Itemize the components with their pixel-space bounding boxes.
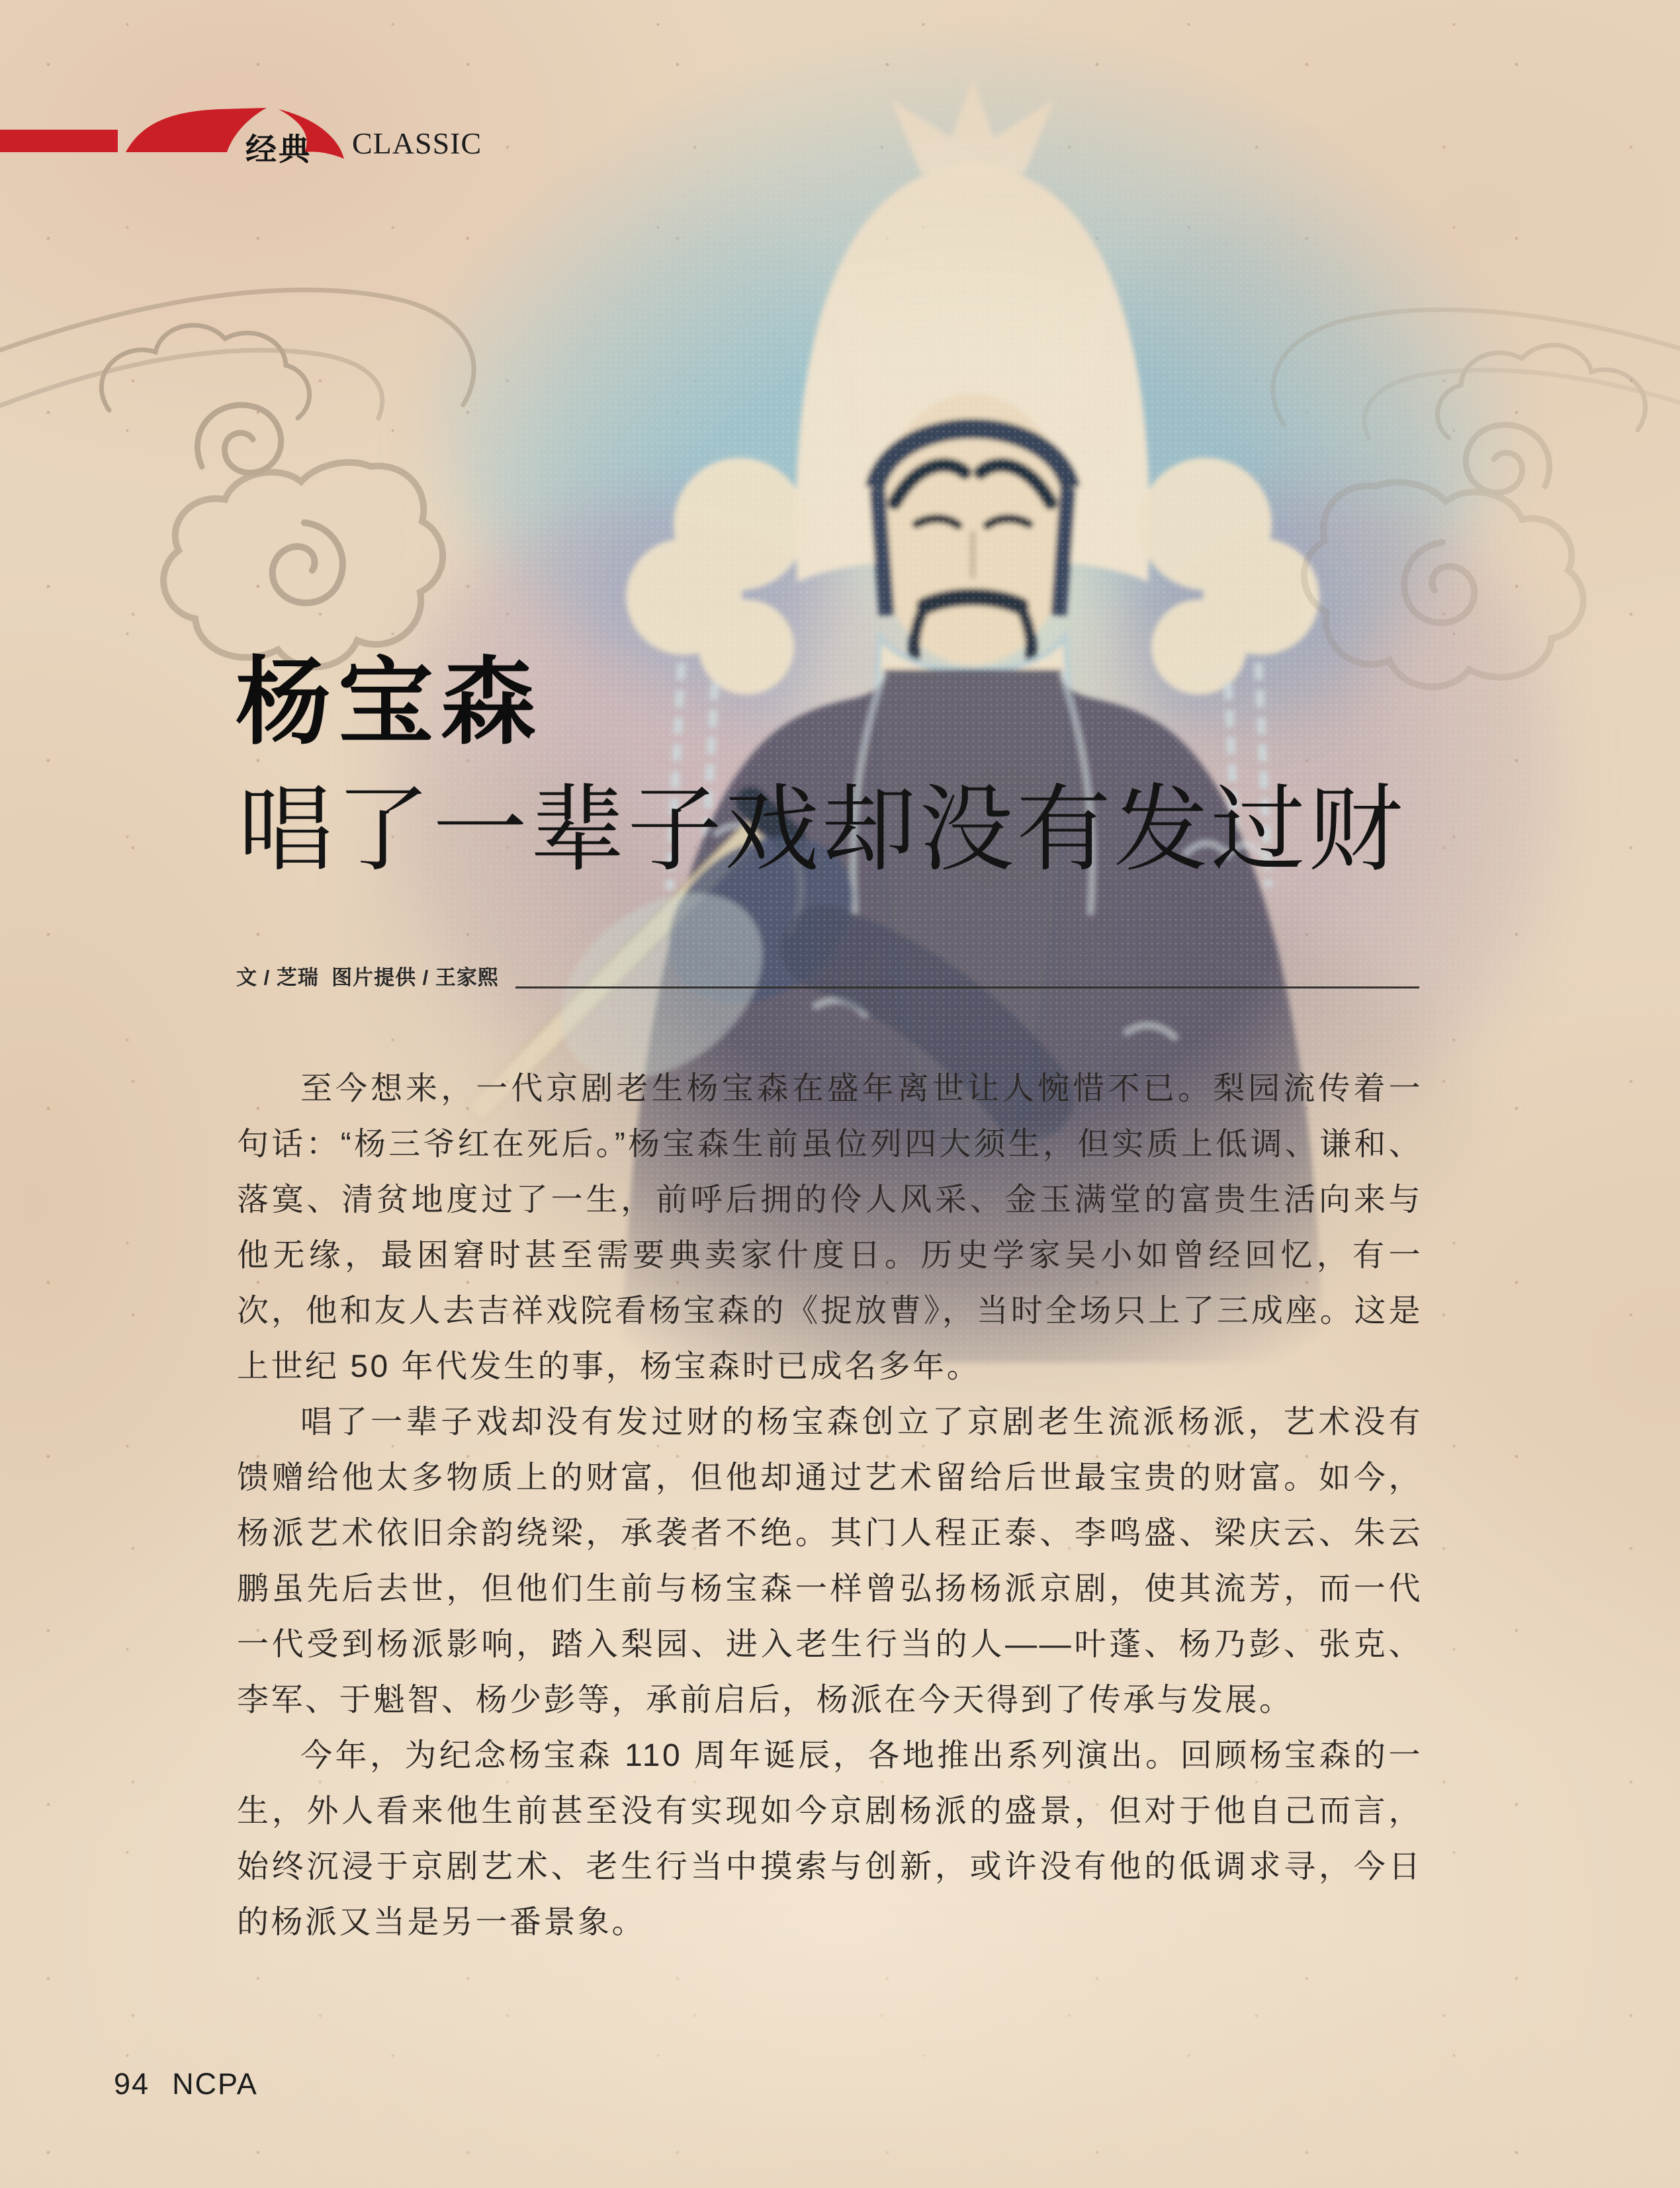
page-footer (114, 2067, 258, 2101)
byline-rule (515, 986, 1419, 988)
banner-ribbon (0, 130, 118, 152)
section-tag-en: CLASSIC (352, 126, 482, 160)
paragraph: 唱了一辈子戏却没有发过财的杨宝森创立了京剧老生流派杨派，艺术没有馈赠给他太多物质上的财富，但他却通过艺术留给后世最宝贵的财富。如今，杨派艺术依旧余韵绕梁，承袭者不绝。其门人程正泰、李鸣盛、梁庆云、朱云鹏虽先后去世，但他们生前与杨宝森一样曾弘扬杨派京剧，使其流芳，而一代一代受到杨派影响，踏入梨园、进入老生行当的人——叶蓬、杨乃彭、张克、李军、于魁智、杨少彭等，承前启后，杨派在今天得到了传承与发展。 (237, 1405, 1423, 1718)
left-cloud-motif (0, 290, 474, 667)
paragraph: 至今想来，一代京剧老生杨宝森在盛年离世让人惋惜不已。梨园流传着一句话：“杨三爷红在死后。”杨宝森生前虽位列四大须生，但实质上低调、谦和、落寞、清贫地度过了一生，前呼后拥的伶人风采、金玉满堂的富贵生活向来与他无缘，最困窘时甚至需要典卖家什度日。历史学家吴小如曾经回忆，有一次，他和友人去吉祥戏院看杨宝森的《捉放曹》，当时全场只上了三成座。这是上世纪 50 年代发生的事，杨宝森时已成名多年。 (237, 1071, 1423, 1384)
paragraph: 今年，为纪念杨宝森 110 周年诞辰，各地推出系列演出。回顾杨宝森的一生，外人看来他生前甚至没有实现如今京剧杨派的盛景，但对于他自己而言，始终沉浸于京剧艺术、老生行当中摸索与创新，或许没有他的低调求寻，今日的杨派又当是另一番景象。 (237, 1738, 1423, 1940)
byline: 文 / 芝瑞 图片提供 / 王家熙 (236, 966, 499, 989)
page-number: 94 (114, 2067, 150, 2101)
article-body (237, 1061, 1423, 1950)
article-subtitle: 唱了一辈子戏却没有发过财 (238, 778, 1405, 883)
section-tag-zh: 经典 (245, 132, 312, 167)
article-title: 杨宝森 (236, 649, 544, 756)
magazine-brand: NCPA (172, 2067, 258, 2101)
